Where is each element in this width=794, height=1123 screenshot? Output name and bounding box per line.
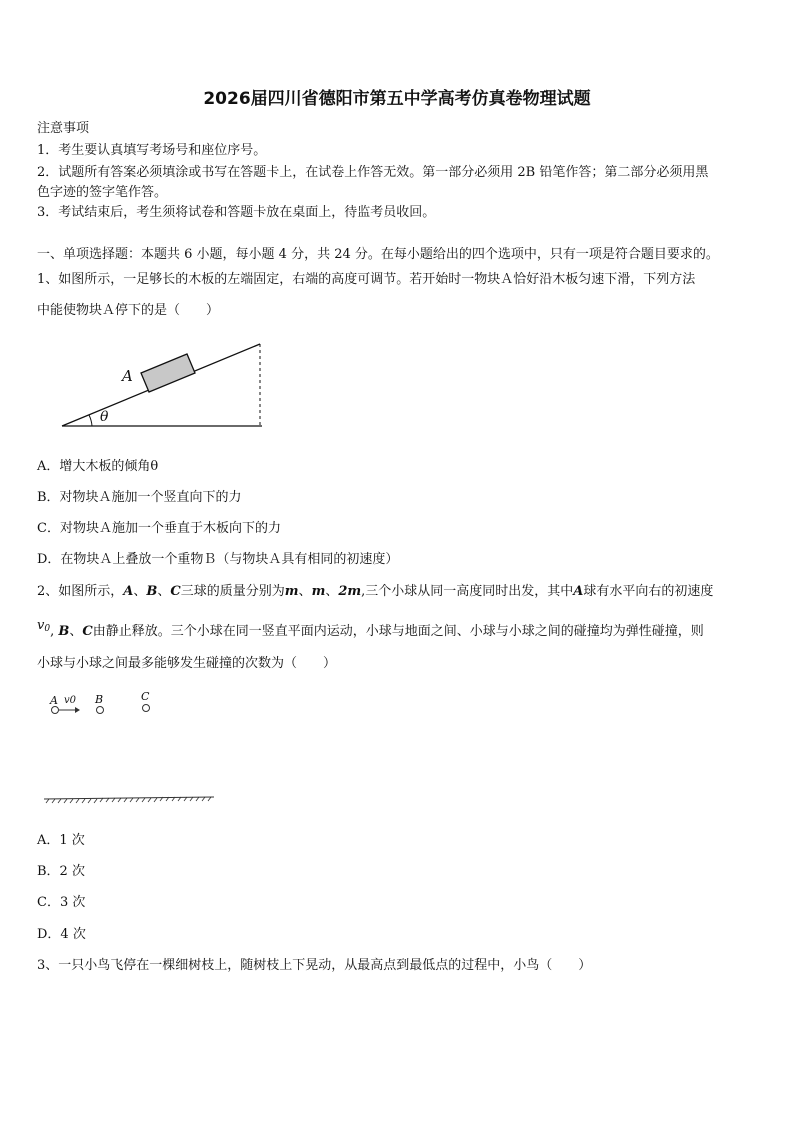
q1-option-c: C．对物块Ａ施加一个垂直于木板向下的力 bbox=[37, 521, 281, 536]
q2-stem-line1: 2、如图所示，A、B、C三球的质量分别为m、m、2m,三个小球从同一高度同时出发，其中A球有水平向右的初速度 bbox=[37, 584, 714, 599]
ball-a-label: A bbox=[50, 694, 58, 707]
ground-line bbox=[44, 797, 214, 799]
section-heading: 一、单项选择题：本题共 6 小题，每小题 4 分，共 24 分。在每小题给出的四个选项中，只有一项是符合题目要求的。 bbox=[37, 247, 719, 262]
ball-c bbox=[143, 705, 150, 712]
notice-item-2: 2．试题所有答案必须填涂或书写在答题卡上，在试卷上作答无效。第一部分必须用 2B 铅笔作答；第二部分必须用黑 bbox=[37, 165, 709, 180]
q2-option-c: C．3 次 bbox=[37, 895, 86, 910]
q2-option-a: A．1 次 bbox=[37, 833, 85, 848]
page-title: 2026届四川省德阳市第五中学高考仿真卷物理试题 bbox=[203, 89, 591, 109]
notice-item-2-cont: 色字迹的签字笔作答。 bbox=[37, 185, 168, 200]
q1-option-b: B．对物块Ａ施加一个竖直向下的力 bbox=[37, 490, 242, 505]
q1-option-a: A．增大木板的倾角θ bbox=[37, 459, 159, 474]
notice-item-1: 1．考生要认真填写考场号和座位序号。 bbox=[37, 143, 267, 158]
block-a-label: A bbox=[122, 367, 133, 385]
q2-stem-line2: $v^0$, B、C由静止释放。三个小球在同一竖直平面内运动，小球与地面之间、小球与小球之间的碰撞均为弹性碰撞，则 bbox=[37, 618, 704, 639]
ball-c-label: C bbox=[141, 690, 150, 703]
ball-b-label: B bbox=[95, 693, 104, 706]
q1-stem-line2: 中能使物块Ａ停下的是（ ） bbox=[37, 303, 220, 318]
q1-stem-line1: 1、如图所示，一足够长的木板的左端固定，右端的高度可调节。若开始时一物块Ａ恰好沿木板匀速下滑，下列方法 bbox=[37, 272, 696, 287]
q3-stem-line1: 3、一只小鸟飞停在一棵细树枝上，随树枝上下晃动，从最高点到最低点的过程中，小鸟（ ） bbox=[37, 958, 592, 973]
notice-item-3: 3．考试结束后，考生须将试卷和答题卡放在桌面上，待监考员收回。 bbox=[37, 205, 436, 220]
notice-heading: 注意事项 bbox=[37, 121, 90, 136]
q2-stem-line3: 小球与小球之间最多能够发生碰撞的次数为（ ） bbox=[37, 656, 337, 671]
q2-option-d: D．4 次 bbox=[37, 927, 86, 942]
q1-option-d: D．在物块Ａ上叠放一个重物Ｂ（与物块Ａ具有相同的初速度） bbox=[37, 552, 399, 567]
angle-theta-label: θ bbox=[100, 409, 109, 425]
q2-option-b: B．2 次 bbox=[37, 864, 85, 879]
v0-label: v0 bbox=[64, 695, 77, 706]
